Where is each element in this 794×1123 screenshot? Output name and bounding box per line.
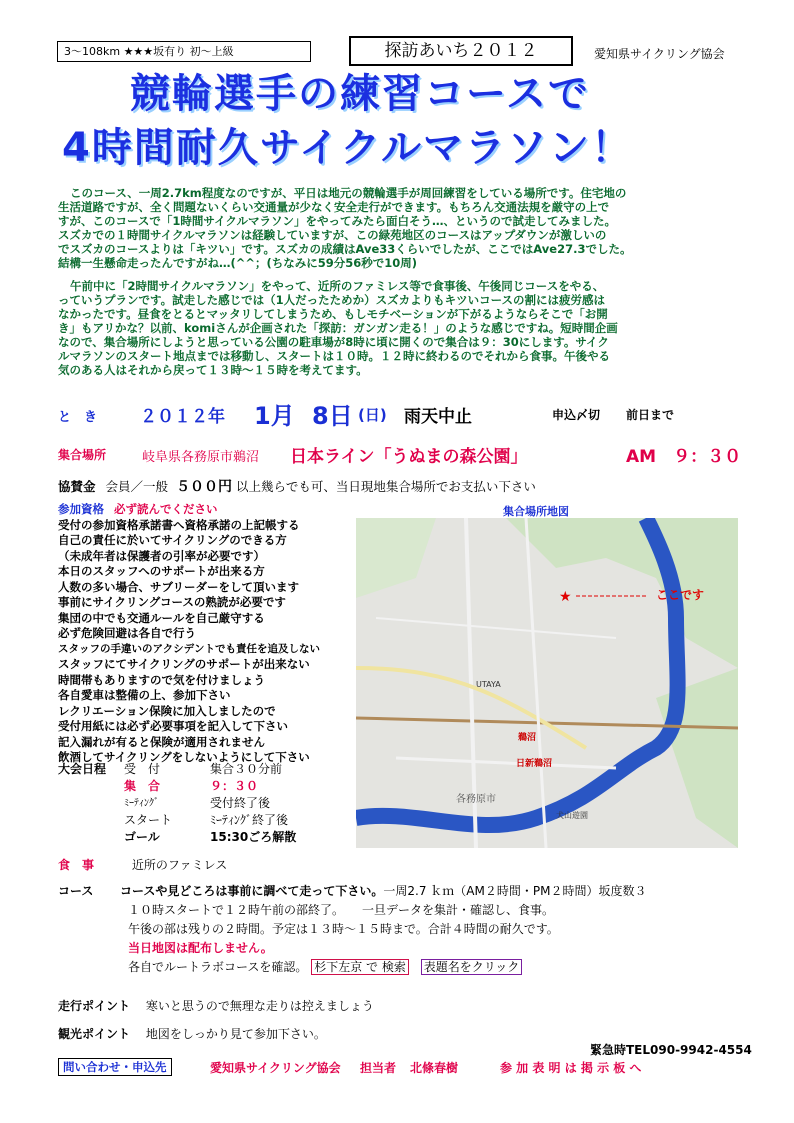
schedule-value: ﾐｰﾃｨﾝｸﾞ終了後 bbox=[210, 813, 289, 827]
intro-line: このコース、一周2.7km程度なのですが、平日は地元の競輪選手が周回練習をしている場所です。住宅地の bbox=[70, 186, 627, 200]
date-row bbox=[58, 396, 758, 428]
header-org: 愛知県サイクリング協会 bbox=[594, 47, 725, 61]
title-line1: 競輪選手の練習コースで bbox=[130, 71, 590, 117]
sight-point-text: 地図をしっかり見て参加下さい。 bbox=[145, 1027, 326, 1041]
map-graphic bbox=[356, 518, 738, 848]
search-link[interactable]: 杉下左京 で 検索 bbox=[311, 959, 409, 975]
course-line2: １０時スタートで１２時午前の部終了。 一旦データを集計・確認し、食事。 bbox=[128, 903, 555, 917]
meal-row bbox=[58, 856, 227, 873]
schedule bbox=[58, 760, 302, 845]
date-year: ２０１２年 bbox=[140, 407, 225, 427]
req-item: 本日のスタッフへのサポートが出来る方 bbox=[58, 564, 265, 578]
ride-point-label: 走行ポイント bbox=[58, 999, 131, 1013]
req-item: 人数の多い場合、サブリーダーをして頂います bbox=[58, 579, 300, 594]
ride-point-text: 寒いと思うので無理な走りは控えましょう bbox=[145, 999, 374, 1013]
title-click-link[interactable]: 表題名をクリック bbox=[421, 959, 523, 975]
course-label: コース bbox=[58, 884, 94, 898]
schedule-item: ﾐｰﾃｨﾝｸﾞ bbox=[124, 798, 159, 809]
req-item: 集団の中でも交通ルールを自己厳守する bbox=[58, 610, 265, 625]
course-line3: 午後の部は残りの２時間。予定は１３時～１５時まで。合計４時間の耐久です。 bbox=[128, 922, 559, 936]
intro-line: スズカでの１時間サイクルマラソンは経験していますが、この緑苑地区のコースはアップダウンが激しいの bbox=[58, 228, 607, 242]
schedule-item: 集 合 bbox=[124, 779, 161, 793]
intro-line: 午前中に「2時間サイクルマラソン」をやって、近所のファミレス等で食事後、午後同じコースをやる、 bbox=[70, 279, 605, 293]
series-box bbox=[349, 36, 573, 66]
map-label-shop: UTAYA bbox=[476, 680, 501, 689]
intro-line: っていうプランです。試走した感じでは（1人だったためか）スズカよりもキツいコースの割には疲労感は bbox=[58, 293, 606, 307]
rain-cancel: 雨天中止 bbox=[404, 407, 472, 427]
difficulty-box bbox=[57, 41, 311, 62]
req-item: 事前にサイクリングコースの熟読が必要です bbox=[58, 595, 286, 609]
place-city: 岐阜県各務原市鵜沼 bbox=[142, 450, 260, 465]
place-time: AM ９：３０ bbox=[626, 447, 742, 467]
date-day: 8日 bbox=[312, 402, 353, 430]
req-item: 受付用紙には必ず必要事項を記入して下さい bbox=[58, 719, 288, 733]
map-label-city: 各務原市 bbox=[456, 794, 496, 805]
req-item: 受付の参加資格承諾書へ資格承諾の上記帳する bbox=[58, 517, 300, 532]
intro-line: き」もアリかな？以前、komiさんが企画された「探訪：ガンガン走る！」のような感じですね。短時間企画 bbox=[58, 321, 618, 335]
emergency-tel: 緊急時TEL090-9942-4554 bbox=[590, 1043, 752, 1057]
req-item: スタッフの手違いのアクシデントでも責任を追及しない bbox=[58, 642, 320, 655]
intro-line: すが、このコースで「1時間サイクルマラソン」をやってみたら面白そう…、というので試走してみました。 bbox=[58, 214, 617, 228]
meal-text: 近所のファミレス bbox=[131, 858, 228, 872]
fee-row bbox=[58, 476, 536, 496]
req-item: 記入漏れが有ると保険が適用されません bbox=[58, 734, 265, 749]
intro-line: 結構一生懸命走ったんですがね…(^^；(ちなみに59分56秒で10周) bbox=[58, 256, 418, 270]
course-line1-bold: コースや見どころは事前に調べて走って下さい。 bbox=[120, 884, 384, 898]
intro-line: なので、集合場所にしようと思っている公園の駐車場が8時に頃に開くので集合は９：30にします。サイク bbox=[58, 335, 609, 349]
course-line4: 当日地図は配布しません。 bbox=[128, 941, 273, 955]
title-line2: 4時間耐久サイクルマラソン！ bbox=[62, 125, 634, 171]
requirements bbox=[58, 502, 358, 766]
meal-label: 食 事 bbox=[58, 858, 95, 872]
schedule-value: 15:30ごろ解散 bbox=[210, 830, 297, 844]
req-must: 必ず読んでください bbox=[114, 502, 218, 516]
schedule-value: 集合３０分前 bbox=[210, 762, 283, 776]
course-section bbox=[58, 882, 758, 977]
req-label: 参加資格 bbox=[58, 502, 104, 516]
map-label-station2: 日新鵜沼 bbox=[516, 759, 553, 769]
schedule-table bbox=[58, 760, 302, 845]
req-item: レクリエーション保険に加入しましたので bbox=[58, 703, 276, 718]
difficulty-text: 3～108km ★★★坂有り 初～上級 bbox=[64, 45, 234, 58]
schedule-label: 大会日程 bbox=[58, 762, 107, 776]
intro-line: 気のある人はそれから戻って１３時～１５時を考えてます。 bbox=[58, 363, 368, 377]
ride-point-row bbox=[58, 997, 374, 1014]
req-item: 各自愛車は整備の上、参加下さい bbox=[58, 688, 231, 702]
schedule-item: ゴール bbox=[124, 830, 160, 844]
footer-note: 参 加 表 明 は 掲 示 板 へ bbox=[500, 1061, 642, 1075]
req-item: 自己の責任に於いてサイクリングのできる方 bbox=[58, 533, 287, 547]
date-label: と き bbox=[58, 410, 98, 425]
contact-label: 問い合わせ・申込先 bbox=[58, 1058, 172, 1076]
intro-line: 生活道路ですが、全く問題ないくらい交通量が少なく安全走行ができます。もちろん交通法規を厳守の上で bbox=[58, 200, 610, 214]
sight-point-label: 観光ポイント bbox=[58, 1027, 131, 1041]
intro-line: でスズカのコースよりは「キツい」です。スズカの成績はAve33くらいでしたが、ここではAve27.3でした。 bbox=[58, 242, 632, 256]
series-title: 探訪あいち２０１２ bbox=[384, 41, 538, 61]
map-label: 集合場所地図 bbox=[503, 505, 569, 518]
req-item: 飲酒してサイクリングをしないようにして下さい bbox=[58, 750, 310, 764]
req-item: 必ず危険回避は各自で行う bbox=[58, 626, 196, 640]
intro-paragraph-1 bbox=[58, 186, 748, 270]
map-marker-label: ここです bbox=[656, 588, 705, 602]
intro-paragraph-2 bbox=[58, 279, 748, 377]
date-month: 1月 bbox=[254, 402, 295, 430]
schedule-item: 受 付 bbox=[124, 762, 161, 776]
req-item: 時間帯もありますので気を付けましょう bbox=[58, 672, 265, 687]
intro-line: ルマラソンのスタート地点までは移動し、スタートは１０時。１２時に終わるのでそれから食事。午後やる bbox=[58, 349, 610, 363]
date-weekday: (日) bbox=[358, 406, 387, 424]
deadline-label: 申込〆切 bbox=[552, 408, 601, 422]
fee-amount: ５００円 bbox=[176, 479, 232, 495]
footer-person-label: 担当者 bbox=[360, 1061, 397, 1075]
schedule-value: ９：３０ bbox=[210, 779, 259, 793]
footer-person: 北條春樹 bbox=[410, 1061, 459, 1075]
req-item: スタッフにてサイクリングのサポートが出来ない bbox=[58, 657, 310, 671]
fee-label: 協賛金 bbox=[58, 479, 96, 494]
req-item: （未成年者は保護者の引率が必要です） bbox=[58, 548, 265, 563]
place-name: 日本ライン「うぬまの森公園」 bbox=[290, 447, 528, 467]
course-line5: 各自でルートラボコースを確認。 bbox=[128, 960, 308, 974]
map-label-park: 犬山遊園 bbox=[556, 811, 588, 820]
schedule-value: 受付終了後 bbox=[210, 796, 271, 810]
schedule-item: スタート bbox=[124, 813, 173, 827]
svg-text:★: ★ bbox=[559, 589, 572, 605]
deadline-value: 前日まで bbox=[626, 408, 675, 422]
intro-line: なかったです。昼食をとるとマッタリしてしまうため、もしモチベーションが下がるようならそこで「お開 bbox=[58, 307, 608, 321]
fee-text-pre: 会員／一般 bbox=[105, 479, 169, 494]
place-row bbox=[58, 440, 758, 466]
place-label: 集合場所 bbox=[58, 448, 107, 462]
map-label-station: 鵜沼 bbox=[518, 733, 537, 743]
fee-text-post: 以上幾らでも可、当日現地集合場所でお支払い下さい bbox=[235, 479, 536, 494]
footer bbox=[58, 1058, 738, 1076]
meeting-map[interactable] bbox=[356, 518, 738, 848]
footer-org: 愛知県サイクリング協会 bbox=[210, 1061, 341, 1075]
course-line1-rest: 一周2.7 ｋｍ（AM２時間・PM２時間）坂度数３ bbox=[383, 884, 647, 898]
sight-point-row bbox=[58, 1025, 326, 1042]
